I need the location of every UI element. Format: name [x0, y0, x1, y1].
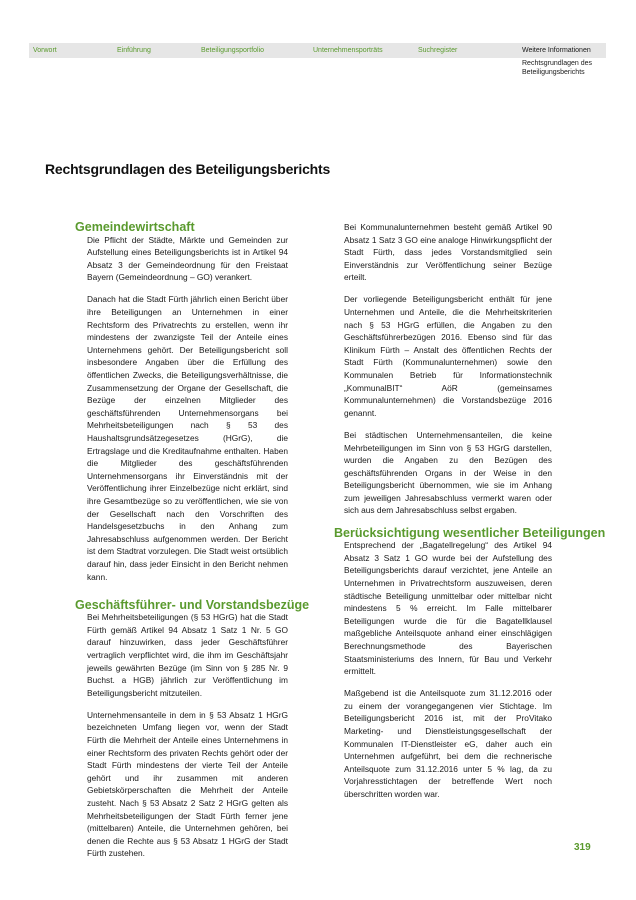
nav-item-vorwort[interactable]: Vorwort — [33, 47, 57, 54]
section-heading-beteiligungen: Berücksichtigung wesentlicher Beteiligungen — [334, 525, 606, 540]
breadcrumb-line-2: Beteiligungsberichts — [522, 68, 585, 76]
nav-item-unternehmensportraets[interactable]: Unternehmensporträts — [313, 47, 383, 54]
paragraph-gemeinde-1: Die Pflicht der Städte, Märkte und Gemeinden zur Aufstellung eines Beteiligungsberichts ist in Artikel 94 Absatz 3 der Gemeindeordnung für den Freistaat Bayern (Gemeindeordnung – GO) verankert. — [87, 234, 288, 283]
right-column — [334, 221, 606, 810]
section-heading-gemeindewirtschaft: Gemeindewirtschaft — [75, 220, 195, 234]
left-column — [75, 220, 310, 870]
page-title: Rechtsgrundlagen des Beteiligungsberichts — [45, 161, 331, 178]
paragraph-gemeinde-2: Danach hat die Stadt Fürth jährlich einen Bericht über ihre Beteiligungen an Unternehmen in einer Rechtsform des Privatrechts zu erstellen, wenn ihr mindestens der zwanzigste Teil der Anteile eines Unternehmens gehört. Der Beteiligungsbericht soll insbesondere Angaben über die Erfüllung des öffentlichen Zwecks, die Beteiligungsverhältnisse, die Zusammensetzung der Organe der Gesellschaft, die Bezüge der einzelnen Mitglieder des geschäftsführenden Unternehmensorgans bei Mehrheitsbeteiligungen nach § 53 des Haushaltsgrundsätzegesetzes (HGrG), die Ertragslage und die Kreditaufnahme enthalten. Haben die Mitglieder des geschäftsführenden Unternehmensorgans ihr Einverständnis mit der Veröffentlichung ihrer Einzelbezüge nicht erklärt, sind ihre Gesamtbezüge so zu veröffentlichen, wie sie von der Gesellschaft nach den Vorschriften des Handelsgesetzbuchs in den Anhang zum Jahresabschluss aufgenommen werden. Der Bericht ist dem Stadtrat vorzulegen. Die Stadt weist ortsüblich darauf hin, dass jeder Einsicht in den Bericht nehmen kann. — [87, 294, 288, 582]
nav-item-weitere-informationen[interactable]: Weitere Informationen — [522, 47, 591, 54]
nav-item-suchregister[interactable]: Suchregister — [418, 47, 458, 54]
paragraph-bezuege-2: Unternehmensanteile in dem in § 53 Absatz 1 HGrG bezeichneten Umfang liegen vor, wenn der Stadt Fürth die Mehrheit der Anteile eines Unternehmens in einer Rechtsform des privaten Rechts gehört oder der Stadt Fürth mindestens der vierte Teil der Anteile gehört und ihr zusammen mit anderen Gebietskörperschaften die Mehrheit der Anteile zusteht. Nach § 53 Absatz 2 Satz 2 HGrG gelten als Mehrheitsbeteiligungen der Stadt Fürth ferner jene (mittelbaren) Anteile, die Unternehmen gehören, bei denen die Rechte aus § 53 Absatz 1 HGrG der Stadt Fürth zustehen. — [87, 709, 288, 859]
paragraph-right-3: Bei städtischen Unternehmensanteilen, die keine Mehrbeteiligungen im Sinn von § 53 HGrG darstellen, wurden die Angaben zu den Bezügen des geschäftsführenden Organs in der Weise in den Beteiligungsbericht übernommen, wie sie im Anhang zum jeweiligen Jahresabschluss vermerkt waren oder sich aus dem Jahresabschluss selbst ergaben. — [344, 429, 552, 516]
nav-item-einfuehrung[interactable]: Einführung — [117, 47, 151, 54]
page-number: 319 — [574, 842, 591, 853]
paragraph-beteiligungen-1: Entsprechend der „Bagatellregelung“ des Artikel 94 Absatz 3 Satz 1 GO wurde bei der Aufstellung des Beteiligungsberichts darauf verzichtet, jene Anteile an Unternehmen in Privatrechtsform auszuweisen, deren städtische Beteiligung unmittelbar oder mittelbar nicht mindestens 5 % erreicht. Im Falle mittelbarer Beteiligungen wurde die für die Bagatellklausel maßgebliche Anteilsquote anhand einer einschlägigen Berechnungsmethode des Bayerischen Staatsministeriums des Innern, für Bau und Verkehr ermittelt. — [344, 540, 552, 677]
nav-item-beteiligungsportfolio[interactable]: Beteiligungsportfolio — [201, 47, 265, 54]
paragraph-bezuege-1: Bei Mehrheitsbeteiligungen (§ 53 HGrG) hat die Stadt Fürth gemäß Artikel 94 Absatz 1 Satz 1 Nr. 5 GO darauf hinzuwirken, dass jeder Geschäftsführer vertraglich verpflichtet wird, die ihm im Geschäftsjahr jeweils gewährten Bezüge (im Sinn von § 285 Nr. 9 Buchst. a HGB) jährlich zur Veröffentlichung im Beteiligungsbericht mitzuteilen. — [87, 612, 288, 698]
paragraph-right-1: Bei Kommunalunternehmen besteht gemäß Artikel 90 Absatz 1 Satz 3 GO eine analoge Hinwirkungspflicht der Stadt Fürth, dass jedes Vorstandsmitglied sein Einverständnis zur Veröffentlichung seiner Bezüge erteilt. — [344, 222, 552, 283]
breadcrumb — [522, 60, 592, 77]
paragraph-right-2: Der vorliegende Beteiligungsbericht enthält für jene Unternehmen und Anteile, die die Mehrheitskriterien nach § 53 HGrG erfüllen, die Angaben zu den Geschäftsführerbezügen 2016. Ebenso sind für das Klinikum Fürth – Anstalt des öffentlichen Rechts der Stadt Fürth (Kommunalunternehmen) sowie den Kommunalen Betrieb für Informationstechnik „KommunalBIT“ AöR (gemeinsames Kommunalunternehmen) die Vorstandsbezüge 2016 genannt. — [344, 294, 552, 418]
breadcrumb-line-1: Rechtsgrundlagen des — [522, 60, 593, 67]
paragraph-beteiligungen-2: Maßgebend ist die Anteilsquote zum 31.12.2016 oder zu einem der vorangegangenen vier Stichtage. Im Beteiligungsbericht 2016 ist, mit der ProVitako Marketing- und Dienstleistungsgesellschaft der Kommunalen IT-Dienstleister eG, daher auch ein Unternehmen aufgeführt, bei dem die rechnerische Anteilsquote zum 31.12.2016 unter 5 % lag, da zu Vorjahresstichtagen der betreffende Wert noch überschritten worden war. — [344, 688, 552, 799]
section-heading-bezuege: Geschäftsführer- und Vorstandsbezüge — [75, 597, 310, 612]
